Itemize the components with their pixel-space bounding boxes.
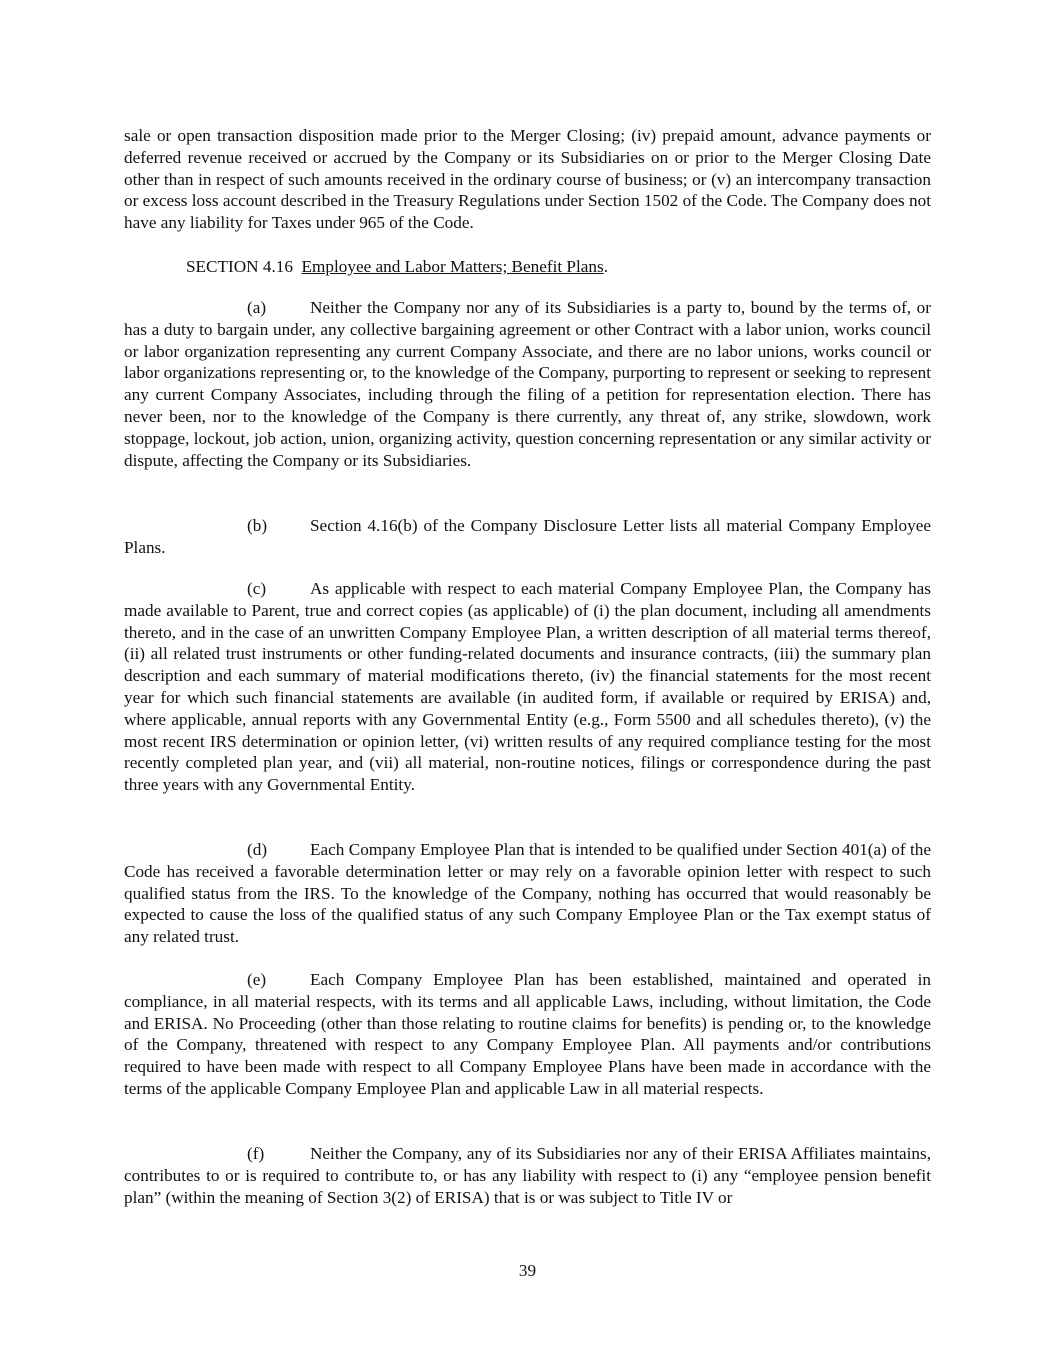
clause-f [124, 1143, 931, 1208]
intro-paragraph: sale or open transaction disposition made prior to the Merger Closing; (iv) prepaid amount, advance payments or deferred revenue received or accrued by the Company or its Subsidiaries on or prior to the Merger Closing Date other than in respect of such amounts received in the ordinary course of business; or (v) an intercompany transaction or excess loss account described in the Treasury Regulations under Section 1502 of the Code. The Company does not have any liability for Taxes under 965 of the Code. [124, 126, 931, 233]
clause-d [124, 839, 931, 948]
section-period: . [603, 257, 608, 276]
clause-label: (b) [247, 516, 268, 535]
clause-label: (d) [247, 840, 268, 859]
clause-a [124, 297, 931, 471]
clause-label: (c) [247, 579, 267, 598]
clause-text: Section 4.16(b) of the Company Disclosure Letter lists all material Company Employee Plans. [124, 516, 931, 557]
clause-c [124, 578, 931, 796]
clause-text: Each Company Employee Plan has been established, maintained and operated in compliance, in all material respects, with its terms and all applicable Laws, including, without limitation, the Code and ERISA. No Proceeding (other than those relating to routine claims for benefits) is pending or, to the knowledge of the Company, threatened with respect to any Company Employee Plan. All payments and/or contributions required to have been made with respect to all Company Employee Plans have been made in accordance with the terms of the applicable Company Employee Plan and applicable Law in all material respects. [124, 970, 931, 1098]
clause-text: Neither the Company, any of its Subsidiaries nor any of their ERISA Affiliates maintains, contributes to or is required to contribute to, or has any liability with respect to (i) any “employee pension benefit plan” (within the meaning of Section 3(2) of ERISA) that is or was subject to Title IV or [124, 1144, 931, 1207]
clause-b [124, 515, 931, 559]
clause-label: (e) [247, 970, 267, 989]
clause-text: Each Company Employee Plan that is intended to be qualified under Section 401(a) of the Code has received a favorable determination letter or may rely on a favorable opinion letter with respect to such qualified status from the IRS. To the knowledge of the Company, nothing has occurred that would reasonably be expected to cause the loss of the qualified status of any such Company Employee Plan or the Tax exempt status of any related trust. [124, 840, 931, 947]
clause-e [124, 969, 931, 1100]
clause-text: As applicable with respect to each material Company Employee Plan, the Company has made available to Parent, true and correct copies (as applicable) of (i) the plan document, including all amendments thereto, and in the case of an unwritten Company Employee Plan, a written description of all material terms thereof, (ii) all related trust instruments or other funding-related documents and insurance contracts, (iii) the summary plan description and each summary of material modifications thereto, (iv) the financial statements for the most recent year for which such financial statements are available (in audited form, if available or required by ERISA) and, where applicable, annual reports with any Governmental Entity (e.g., Form 5500 and all schedules thereto), (v) the most recent IRS determination or opinion letter, (vi) written results of any required compliance testing for the most recently completed plan year, and (vii) all material, non-routine notices, filings or correspondence during the past three years with any Governmental Entity. [124, 579, 931, 795]
clause-label: (a) [247, 298, 267, 317]
clause-text: Neither the Company nor any of its Subsidiaries is a party to, bound by the terms of, or has a duty to bargain under, any collective bargaining agreement or other Contract with a labor union, works council or labor organization representing any current Company Associate, and there are no labor unions, works council or labor organizations representing or, to the knowledge of the Company, purporting to represent or seeking to represent any current Company Associates, including through the filing of a petition for representation election. There has never been, nor to the knowledge of the Company is there currently, any threat of, any strike, slowdown, work stoppage, lockout, job action, union, organizing activity, question concerning representation or any similar activity or dispute, affecting the Company or its Subsidiaries. [124, 298, 931, 470]
section-heading [186, 256, 608, 278]
page-number: 39 [518, 1261, 537, 1280]
section-number: SECTION 4.16 [186, 257, 293, 276]
clause-label: (f) [247, 1144, 265, 1163]
section-title: Employee and Labor Matters; Benefit Plans [301, 257, 604, 276]
